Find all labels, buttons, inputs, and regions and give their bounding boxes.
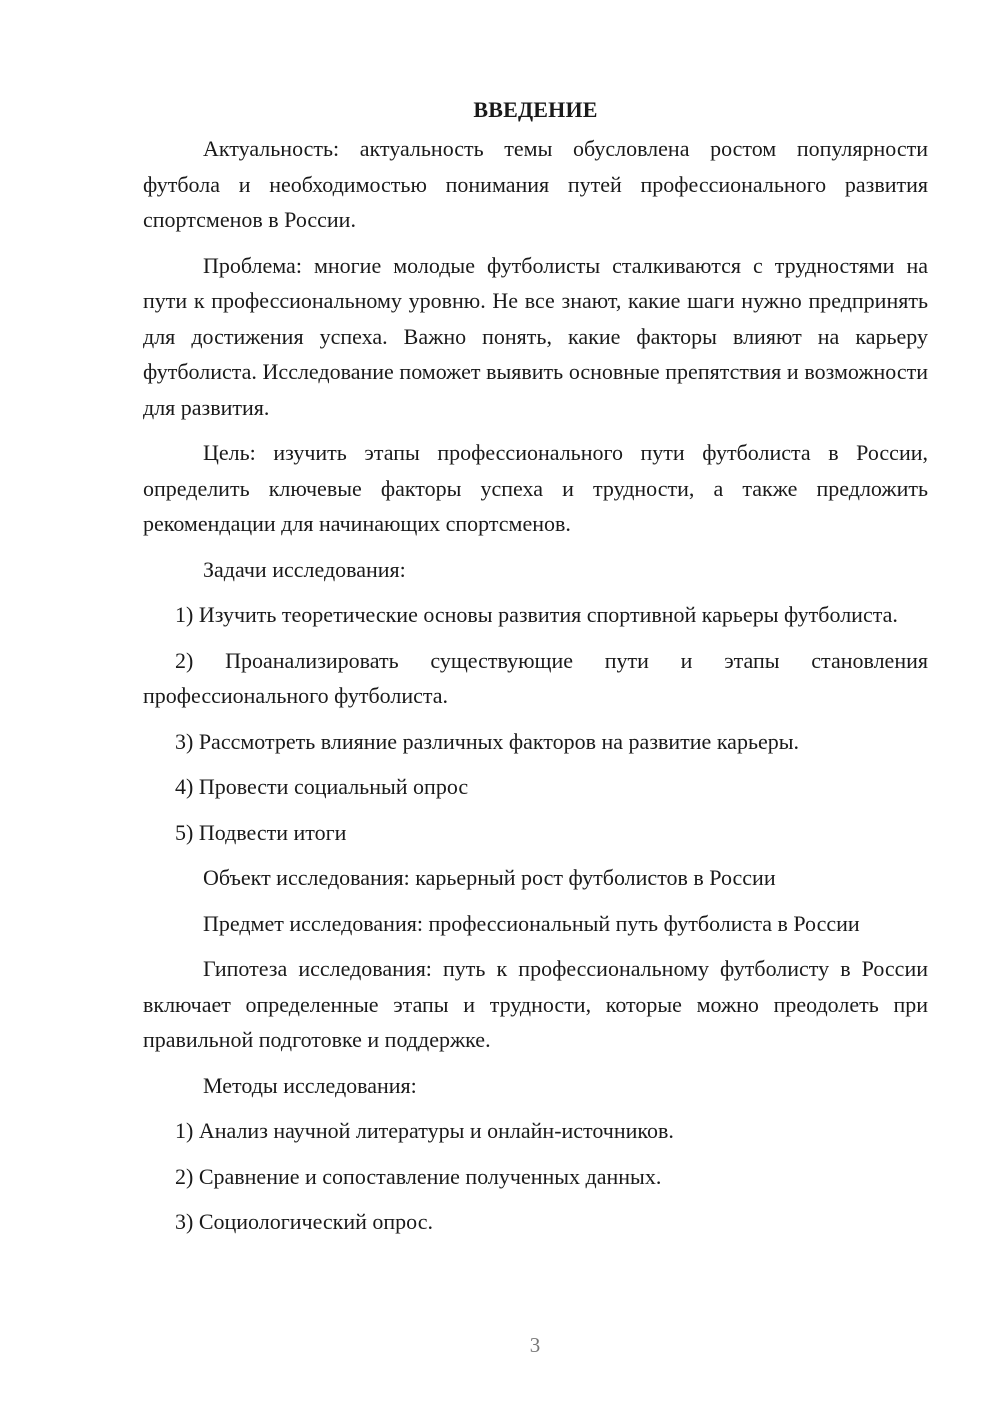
paragraph-tasks-heading: Задачи исследования: [203,556,406,582]
list-item-method-2: 2) Сравнение и сопоставление полученных данных. [175,1163,662,1189]
page-number: 3 [529,1333,541,1357]
paragraph-hypothesis: Гипотеза исследования: путь к профессиональному футболисту в России включает определенные этапы и трудности, которые можно преодолеть при правильной подготовке и поддержке. [143,956,928,1052]
paragraph-object: Объект исследования: карьерный рост футболистов в России [203,865,776,890]
list-item-task-2: 2) Проанализировать существующие пути и этапы становления профессионального футболиста. [143,647,928,708]
list-item-method-3: 3) Социологический опрос. [175,1209,433,1234]
paragraph-subject: Предмет исследования: профессиональный путь футболиста в России [203,910,860,936]
paragraph-goal: Цель: изучить этапы профессионального пути футболиста в России, определить ключевые факторы успеха и трудности, а также предложить рекомендации для начинающих спортсменов. [143,440,928,536]
list-item-task-3: 3) Рассмотреть влияние различных факторов на развитие карьеры. [175,728,800,754]
document-page [143,92,928,1240]
paragraph-relevance: Актуальность: актуальность темы обусловлена ростом популярности футбола и необходимостью понимания путей профессионального развития спортсменов в России. [143,136,928,232]
list-item-task-5: 5) Подвести итоги [175,819,347,845]
paragraph-problem: Проблема: многие молодые футболисты сталкиваются с трудностями на пути к профессиональному уровню. Не все знают, какие шаги нужно предпринять для достижения успеха. Важно понять, какие факторы влияют на карьеру футболиста. Исследование поможет выявить основные препятствия и возможности для развития. [143,252,928,420]
paragraph-methods-heading: Методы исследования: [203,1072,417,1098]
list-item-task-4: 4) Провести социальный опрос [175,774,469,799]
list-item-task-1: 1) Изучить теоретические основы развития спортивной карьеры футболиста. [175,602,898,627]
list-item-method-1: 1) Анализ научной литературы и онлайн-источников. [175,1118,674,1143]
section-title: ВВЕДЕНИЕ [473,97,598,122]
